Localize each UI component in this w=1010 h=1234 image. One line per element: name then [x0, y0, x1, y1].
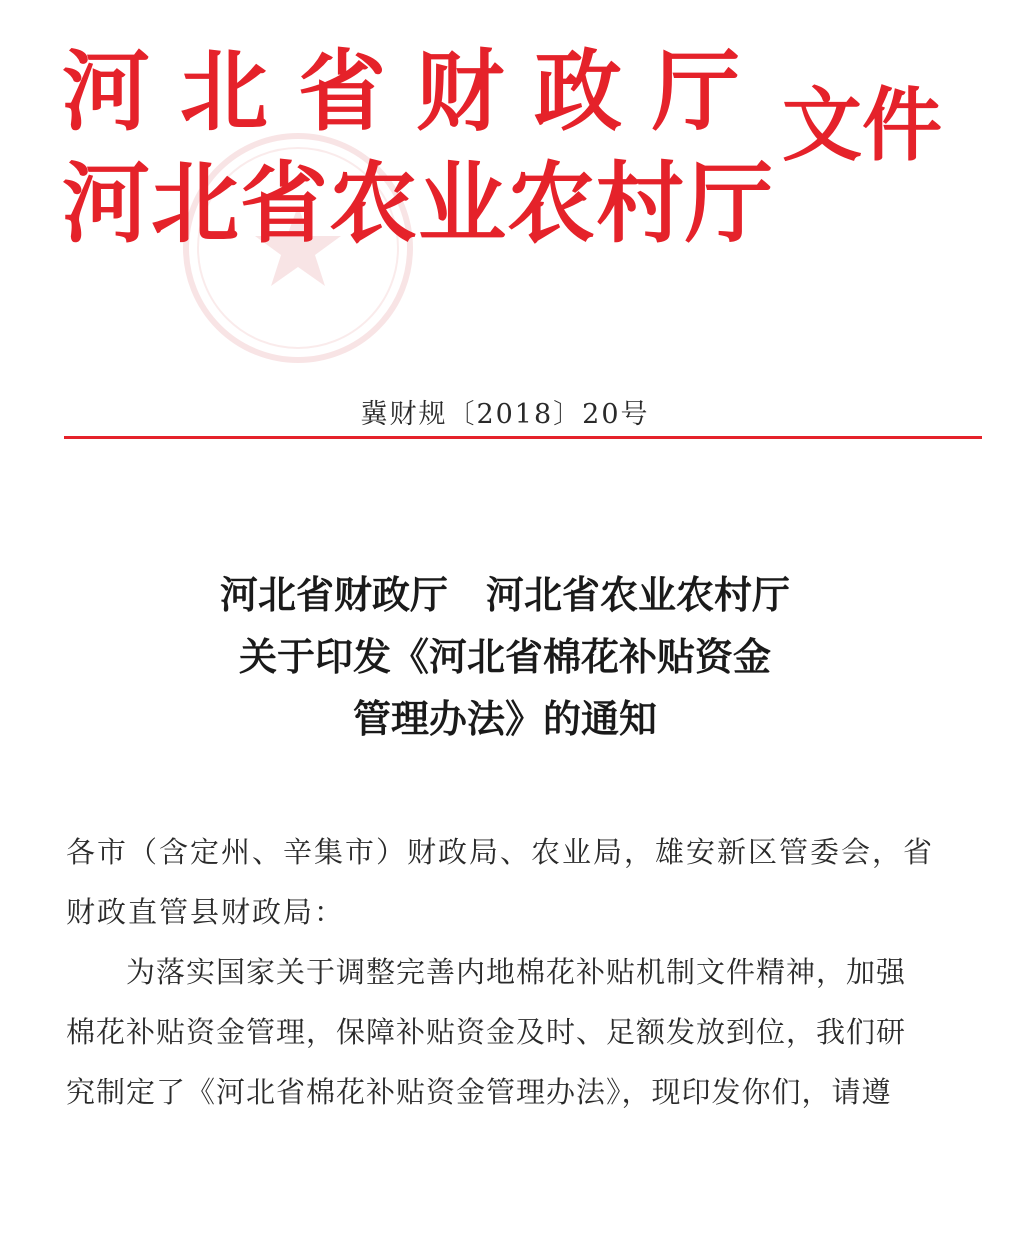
- red-divider-line: [64, 436, 982, 439]
- issuer-name-finance-department: 河北省财政厅: [62, 40, 771, 143]
- body-line: 棉花补贴资金管理，保障补贴资金及时、足额发放到位，我们研: [66, 1015, 907, 1049]
- document-number: 冀财规〔2018〕20号: [360, 399, 650, 430]
- document-title: [0, 564, 1010, 750]
- body-paragraph: [66, 942, 956, 1122]
- salutation: [66, 822, 946, 942]
- issuer-name-agriculture-department: 河北省农业农村厅: [62, 152, 775, 255]
- title-line: 河北省财政厅 河北省农业农村厅: [219, 572, 790, 617]
- title-line: 关于印发《河北省棉花补贴资金: [238, 634, 771, 679]
- salutation-line: 各市（含定州、辛集市）财政局、农业局，雄安新区管委会，省: [66, 835, 935, 869]
- title-line: 管理办法》的通知: [352, 696, 657, 741]
- body-line: 究制定了《河北省棉花补贴资金管理办法》，现印发你们，请遵: [66, 1075, 892, 1109]
- body-line: 为落实国家关于调整完善内地棉花补贴机制文件精神，加强: [126, 955, 907, 989]
- salutation-line: 财政直管县财政局：: [66, 895, 346, 929]
- issuer-document-suffix: 文件: [782, 79, 942, 172]
